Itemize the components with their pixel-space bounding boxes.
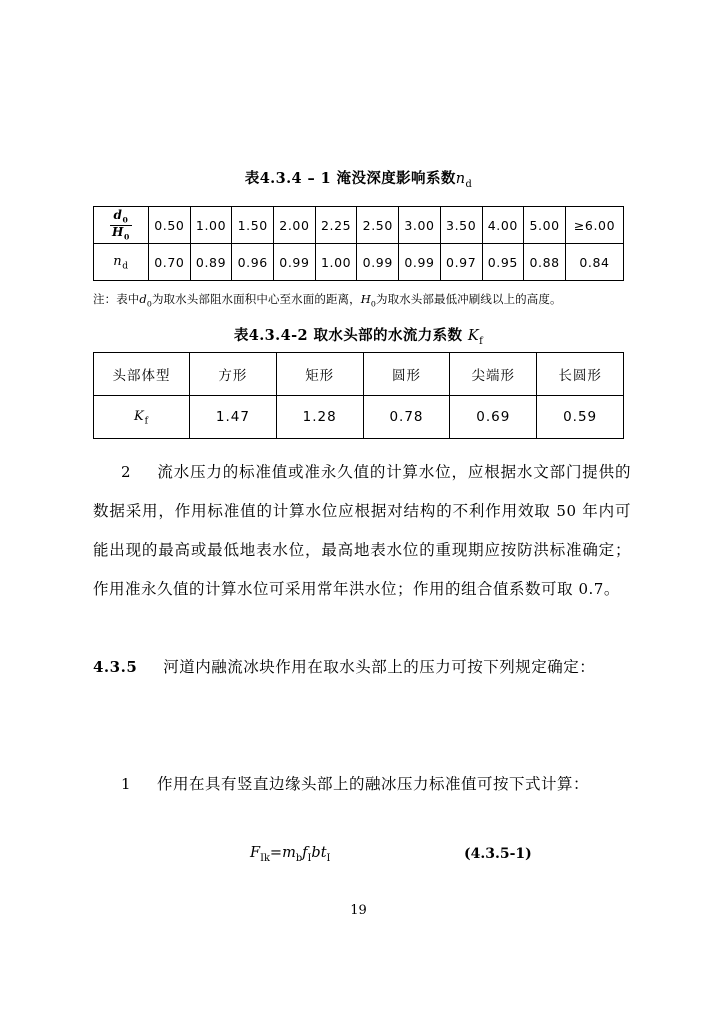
table-cell: 1.28 [276, 396, 363, 439]
table-cell: 3.00 [399, 207, 441, 244]
table-cell: 0.78 [363, 396, 450, 439]
table-2-row-header-kf: $K_f$ [94, 396, 190, 439]
item-2-value-07: 0.7 [578, 580, 604, 598]
table-flow-force-coefficient [93, 352, 624, 439]
table-cell: 2.50 [357, 207, 399, 244]
table-row [94, 353, 624, 396]
table-cell: 矩形 [276, 353, 363, 396]
table-cell: 0.70 [149, 244, 191, 281]
table-1-caption-number: 4.3.4 – 1 [259, 170, 332, 187]
item-2-text-b: 年内可能出现的最高或最低地表水位，最高地表水位的重现期应按防洪标准确定；作用准永久值的计算水位可采用常年洪水位；作用的组合值系数可取 [93, 502, 631, 598]
table-cell: 尖端形 [450, 353, 537, 396]
table-cell: 3.50 [440, 207, 482, 244]
item-2-text-a: 流水压力的标准值或准永久值的计算水位，应根据水文部门提供的数据采用，作用标准值的计算水位应根据对结构的不利作用效取 [93, 463, 631, 520]
table-cell: 圆形 [363, 353, 450, 396]
item-1-number: 1 [121, 775, 132, 793]
table-2-caption-symbol: $K_f$ [467, 328, 484, 347]
paragraph-text [93, 648, 631, 687]
table-1-row-header-ratio [94, 207, 149, 244]
table-row [94, 207, 624, 244]
table-cell: 0.99 [274, 244, 316, 281]
table-1-note [93, 292, 633, 309]
table-cell: 长圆形 [537, 353, 624, 396]
item-1-text: 作用在具有竖直边缘头部上的融冰压力标准值可按下式计算： [157, 775, 590, 793]
paragraph-clause-4-3-5 [93, 648, 631, 687]
ratio-fraction: $\frac{d_0}{H_0}$ [112, 208, 130, 241]
table-2-caption-number: 4.3.4-2 [248, 327, 308, 344]
page-number: 19 [350, 903, 367, 918]
table-2-header-label: 头部体型 [94, 353, 190, 396]
table-cell: 1.47 [190, 396, 277, 439]
table-cell: 0.59 [537, 396, 624, 439]
table-cell: 0.50 [149, 207, 191, 244]
table-row [94, 244, 624, 281]
note-tail-text: 为取水头部最低冲刷线以上的高度。 [375, 292, 562, 306]
paragraph-text [93, 453, 631, 609]
table-1-caption-prefix: 表 [244, 171, 260, 187]
table-cell: 0.99 [357, 244, 399, 281]
table-2-caption-prefix: 表 [233, 328, 249, 344]
formula-row [93, 845, 631, 871]
table-cell: 5.00 [524, 207, 566, 244]
table-2-caption-text: 取水头部的水流力系数 [313, 328, 463, 344]
table-1-caption-symbol: $n_d$ [455, 171, 473, 190]
table-cell: 0.89 [190, 244, 232, 281]
table-submergence-depth-coefficient [93, 206, 624, 281]
note-prefix: 注：表中 [93, 292, 140, 306]
clause-number: 4.3.5 [93, 658, 138, 676]
paragraph-text [93, 765, 631, 804]
note-symbol-d: $d_0$ [139, 292, 152, 309]
table-cell: 4.00 [482, 207, 524, 244]
table-cell: 0.84 [566, 244, 624, 281]
item-2-number: 2 [121, 463, 132, 481]
table-cell: 0.88 [524, 244, 566, 281]
table-cell: 0.69 [450, 396, 537, 439]
table-1-caption-text: 淹没深度影响系数 [336, 171, 456, 187]
formula-number: (4.3.5-1) [464, 846, 532, 862]
table-1-row-header-coefficient: $n_d$ [94, 244, 149, 281]
table-cell: 方形 [190, 353, 277, 396]
paragraph-item-1 [93, 765, 631, 804]
paragraph-item-2 [93, 453, 631, 609]
table-cell: 0.97 [440, 244, 482, 281]
table-2-caption [0, 327, 717, 348]
table-cell: 0.96 [232, 244, 274, 281]
table-cell: 0.95 [482, 244, 524, 281]
table-1-caption [0, 170, 717, 191]
table-cell: 1.50 [232, 207, 274, 244]
note-middle-text: 为取水头部阻水面积中心至水面的距离， [151, 292, 361, 306]
table-cell: 1.00 [315, 244, 357, 281]
table-cell: 2.25 [315, 207, 357, 244]
item-2-value-50: 50 [556, 502, 577, 520]
table-cell: 1.00 [190, 207, 232, 244]
note-symbol-h: $H_0$ [360, 292, 376, 309]
table-cell: 2.00 [274, 207, 316, 244]
formula-expression: $F_{Ik}=m_bf_Ibt_I$ [250, 845, 331, 864]
table-row [94, 396, 624, 439]
item-2-text-c: 。 [603, 580, 620, 598]
clause-text: 河道内融流冰块作用在取水头部上的压力可按下列规定确定： [163, 658, 596, 676]
table-cell: 0.99 [399, 244, 441, 281]
table-cell: ≥6.00 [566, 207, 624, 244]
